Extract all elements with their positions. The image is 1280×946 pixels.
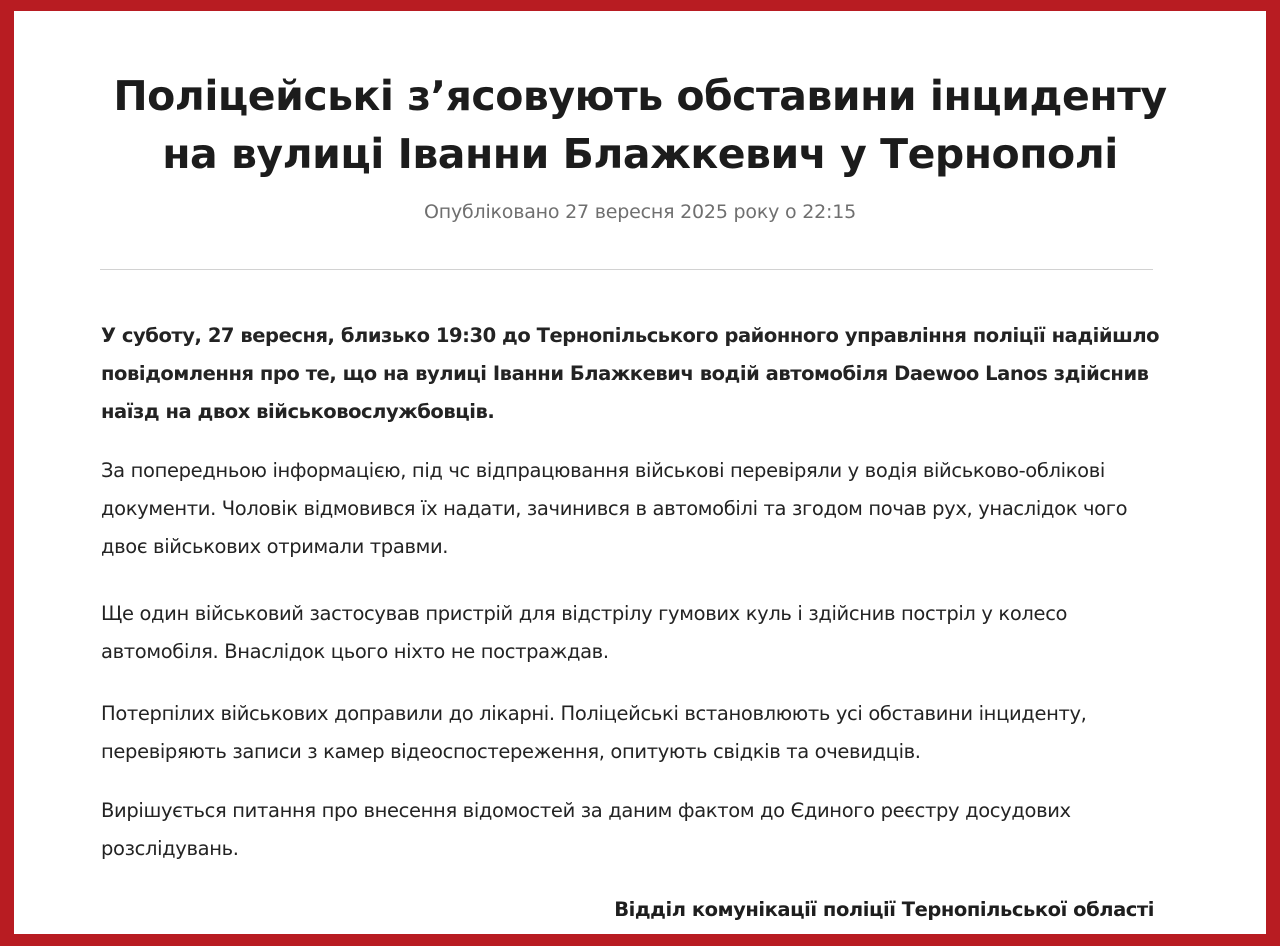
article-title (14, 67, 1266, 183)
publish-date: Опубліковано 27 вересня 2025 року о 22:15 (423, 201, 857, 223)
divider (100, 269, 1153, 270)
body-paragraph-4: Вирішується питання про внесення відомостей за даним фактом до Єдиного реєстру досудових розслідувань. (101, 799, 1071, 860)
body-paragraph-2: Ще один військовий застосував пристрій для відстрілу гумових куль і здійснив постріл у колесо автомобіля. Внаслідок цього ніхто не постраждав. (101, 602, 1068, 663)
article-title-line-1: Поліцейські з’ясовують обставини інциденту (113, 72, 1167, 120)
article-title-line-2: на вулиці Іванни Блажкевич у Тернополі (162, 130, 1118, 178)
article-card (14, 11, 1266, 934)
article-signature: Відділ комунікації поліції Тернопільської області (614, 898, 1154, 921)
body-paragraph-1: За попередньою інформацією, під чс відпрацювання військові перевіряли у водія військово-облікові документи. Чоловік відмовився їх надати, зачинився в автомобілі та згодом почав рух, унаслідок чого двоє військових отримали травми. (101, 459, 1128, 558)
lead-paragraph: У суботу, 27 вересня, близько 19:30 до Тернопільського районного управління поліції надійшло повідомлення про те, що на вулиці Іванни Блажкевич водій автомобіля Daewoo Lanos здійснив наїзд на двох військовослужбовців. (101, 324, 1160, 423)
body-paragraph-3: Потерпілих військових доправили до лікарні. Поліцейські встановлюють усі обставини інциденту, перевіряють записи з камер відеоспостереження, опитують свідків та очевидців. (101, 702, 1087, 763)
